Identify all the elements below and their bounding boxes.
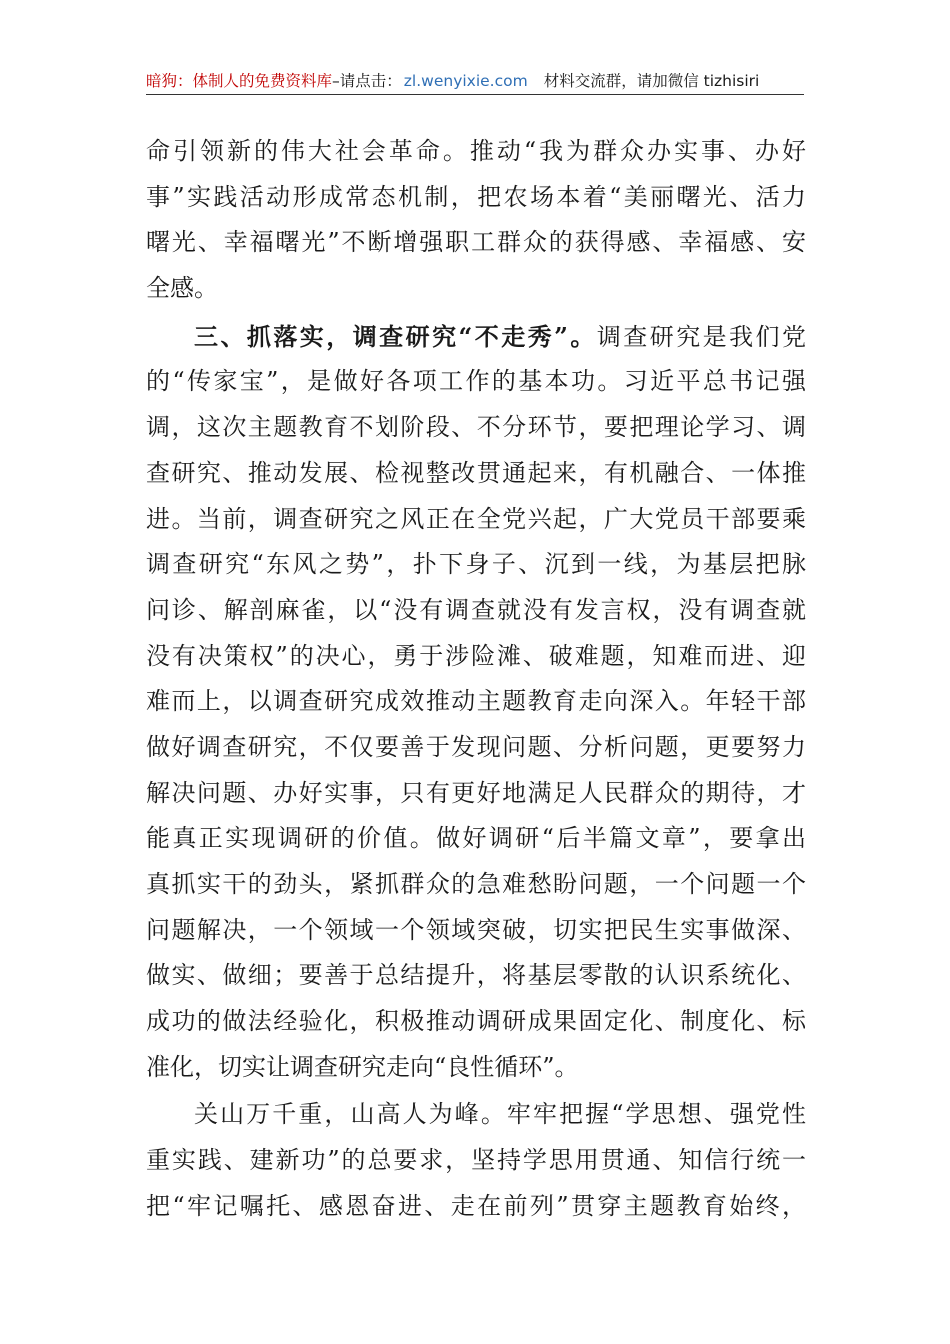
text-line: 调查研究“东风之势”，扑下身子、沉到一线，为基层把脉 (146, 550, 806, 579)
text-line: 解决问题、办好实事，只有更好地满足人民群众的期待，才 (146, 778, 806, 807)
text-line: 重实践、建新功”的总要求，坚持学思用贯通、知信行统一 (146, 1146, 806, 1175)
text-line: 没有决策权”的决心，勇于涉险滩、破难题，知难而进、迎 (146, 641, 806, 670)
text-line: 关山万千重，山高人为峰。牢牢把握“学思想、强党性 (194, 1100, 806, 1129)
header-wechat-group: 材料交流群，请加微信 tizhisiri (543, 72, 760, 90)
text-line: 曙光、幸福曙光”不断增强职工群众的获得感、幸福感、安 (146, 228, 806, 257)
text-line: 能真正实现调研的价值。做好调研“后半篇文章”，要拿出 (146, 824, 806, 853)
text-line: 全感。 (146, 274, 218, 303)
document-body (146, 129, 806, 1230)
text-line: 事”实践活动形成常态机制，把农场本着“美丽曙光、活力 (146, 182, 806, 211)
text-line: 难而上，以调查研究成效推动主题教育走向深入。年轻干部 (146, 687, 806, 716)
text-line: 做实、做细；要善于总结提升，将基层零散的认识系统化、 (146, 961, 806, 990)
header-url-link[interactable]: zl.wenyixie.com (403, 72, 528, 90)
header-click-prompt: –请点击： (332, 72, 402, 90)
text-line: 做好调查研究，不仅要善于发现问题、分析问题，更要努力 (146, 732, 806, 761)
text-line: 把“牢记嘱托、感恩奋进、走在前列”贯穿主题教育始终， (146, 1191, 806, 1220)
text-line: 成功的做法经验化，积极推动调研成果固定化、制度化、标 (146, 1007, 806, 1036)
header-brand: 暗狗：体制人的免费资料库 (146, 72, 333, 90)
text-line: 进。当前，调查研究之风正在全党兴起，广大党员干部要乘 (146, 504, 806, 533)
paragraph-2 (146, 314, 806, 1091)
heading-line-rest: 调查研究是我们党 (596, 322, 806, 351)
text-line: 真抓实干的劲头，紧抓群众的急难愁盼问题，一个问题一个 (146, 870, 806, 898)
text-line: 问诊、解剖麻雀，以“没有调查就没有发言权，没有调查就 (146, 595, 806, 624)
header-divider (146, 94, 804, 95)
text-line: 查研究、推动发展、检视整改贯通起来，有机融合、一体推 (146, 458, 806, 487)
text-line: 的“传家宝”，是做好各项工作的基本功。习近平总书记强 (146, 367, 806, 396)
text-line: 问题解决，一个领域一个领域突破，切实把民生实事做深、 (146, 915, 806, 944)
text-line: 准化，切实让调查研究走向“良性循环”。 (146, 1052, 579, 1081)
text-line: 命引领新的伟大社会革命。推动“我为群众办实事、办好 (146, 137, 806, 165)
paragraph-1 (146, 129, 806, 312)
page-header (146, 70, 804, 92)
text-line (146, 314, 806, 360)
text-line: 调，这次主题教育不划阶段、不分环节，要把理论学习、调 (146, 413, 806, 442)
paragraph-3 (146, 1092, 806, 1229)
section-heading: 三、抓落实，调查研究“不走秀”。 (194, 321, 597, 351)
